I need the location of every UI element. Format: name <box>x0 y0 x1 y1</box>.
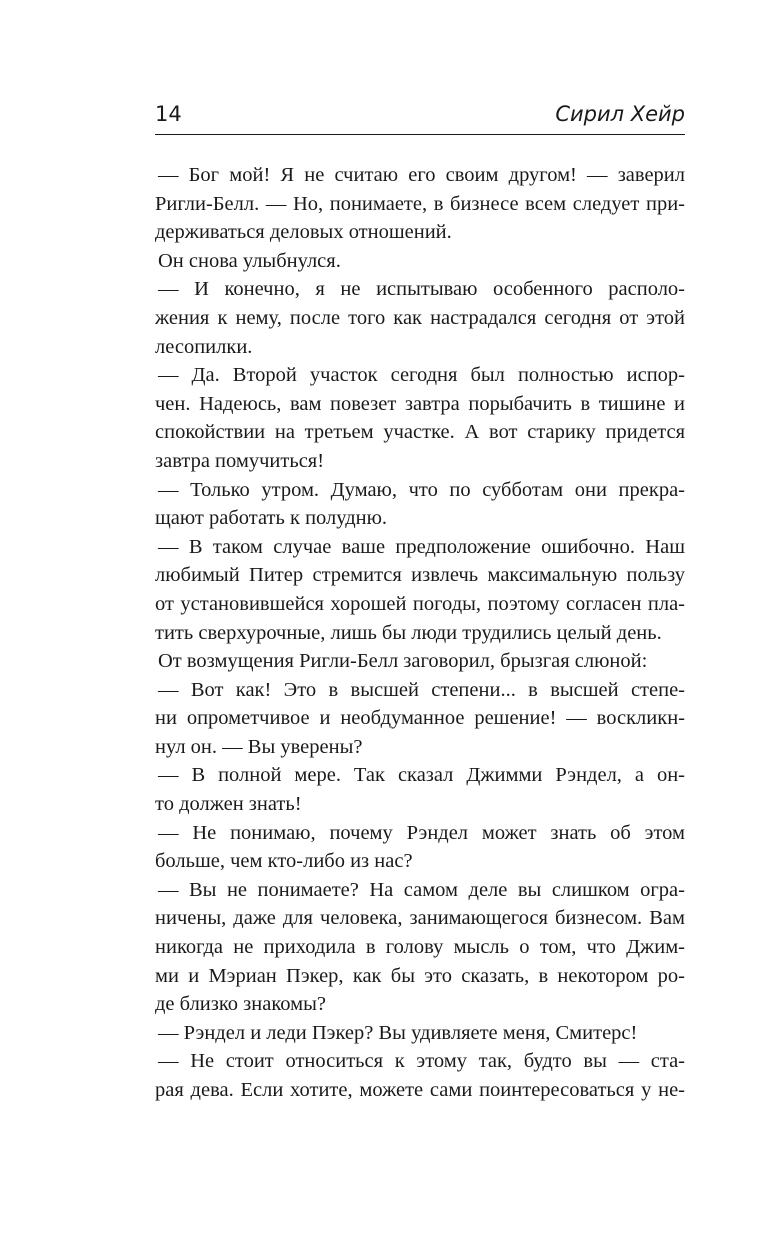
text-line: любимый Питер стремится извлечь максимальную пользу <box>155 564 685 587</box>
text-line: де близко знакомы? <box>155 993 326 1016</box>
text-line: — Не стоит относиться к этому так, будто вы — ста- <box>158 1050 685 1073</box>
text-line: завтра помучиться! <box>155 449 325 472</box>
text-line: щают работать к полудню. <box>155 507 388 530</box>
body-text <box>155 161 685 1105</box>
text-line: чен. Надеюсь, вам повезет завтра порыбачить в тишине и <box>155 392 685 415</box>
text-line: — Да. Второй участок сегодня был полностью испор- <box>158 364 685 387</box>
text-line: — Рэндел и леди Пэкер? Вы удивляете меня, Смитерс! <box>158 1021 638 1044</box>
text-line: — В полной мере. Так сказал Джимми Рэндел, а он- <box>158 764 685 787</box>
text-line: тить сверхурочные, лишь бы люди трудились целый день. <box>155 621 662 644</box>
text-line: от установившейся хорошей погоды, поэтому согласен пла- <box>155 592 685 615</box>
text-line: Ригли-Белл. — Но, понимаете, в бизнесе всем следует при- <box>155 192 685 215</box>
text-line: то должен знать! <box>155 793 302 816</box>
text-line: рая дева. Если хотите, можете сами поинтересоваться у не- <box>155 1079 685 1101</box>
text-line: Он снова улыбнулся. <box>158 249 341 272</box>
text-line: ничены, даже для человека, занимающегося бизнесом. Вам <box>155 907 685 930</box>
text-line: никогда не приходила в голову мысль о том, что Джим- <box>155 936 685 959</box>
text-line: держиваться деловых отношений. <box>155 221 452 244</box>
text-line: ни опрометчивое и необдуманное решение! — воскликн- <box>155 707 685 730</box>
text-line: — Вы не понимаете? На самом деле вы слишком огра- <box>158 878 685 901</box>
page-number: 14 <box>155 102 182 126</box>
page-header <box>155 98 685 135</box>
text-line: спокойствии на третьем участке. А вот старику придется <box>155 421 685 444</box>
text-line: лесопилки. <box>155 335 253 358</box>
text-line: — В таком случае ваше предположение ошибочно. Наш <box>158 535 685 558</box>
text-line: — И конечно, я не испытываю особенного располо- <box>158 278 685 301</box>
text-line: — Не понимаю, почему Рэндел может знать об этом <box>158 821 685 844</box>
text-line: нул он. — Вы уверены? <box>155 735 363 758</box>
text-line: жения к нему, после того как настрадался сегодня от этой <box>155 306 685 329</box>
text-line: больше, чем кто-либо из нас? <box>155 850 413 873</box>
running-head-author: Сирил Хейр <box>555 102 685 126</box>
text-line: От возмущения Ригли-Белл заговорил, брызгая слюной: <box>158 650 648 673</box>
text-line: ми и Мэриан Пэкер, как бы это сказать, в некотором ро- <box>155 964 685 987</box>
text-line: — Бог мой! Я не считаю его своим другом! — заверил <box>158 164 685 186</box>
text-line: — Только утром. Думаю, что по субботам они прекра- <box>158 478 685 501</box>
text-line: — Вот как! Это в высшей степени... в высшей степе- <box>158 678 685 701</box>
